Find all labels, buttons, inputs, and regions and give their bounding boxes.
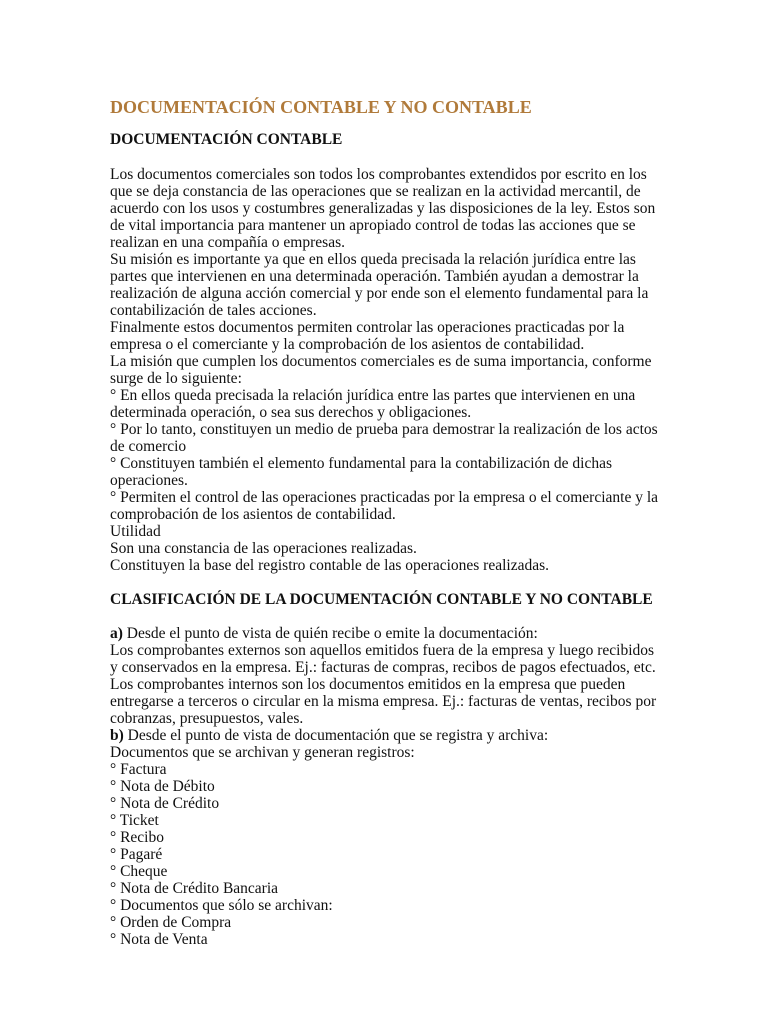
bullet-line: determinada operación, o sea sus derechos y obligaciones. xyxy=(110,404,472,421)
list-item: ° Ticket xyxy=(110,812,159,829)
list-item: ° Factura xyxy=(110,761,167,778)
list-item: ° Nota de Débito xyxy=(110,778,215,795)
list-item: ° Orden de Compra xyxy=(110,914,232,931)
paragraph-line: y conservados en la empresa. Ej.: facturas de compras, recibos de pagos efectuados, etc. xyxy=(110,659,656,676)
list-item: ° Cheque xyxy=(110,863,168,880)
paragraph-line: Finalmente estos documentos permiten controlar las operaciones practicadas por la xyxy=(110,319,625,336)
paragraph-line: empresa o el comerciante y la comprobación de los asientos de contabilidad. xyxy=(110,336,585,353)
paragraph-line: Utilidad xyxy=(110,523,161,540)
point-a-line xyxy=(110,625,688,642)
bullet-line: comprobación de los asientos de contabilidad. xyxy=(110,506,396,523)
section-subtitle: DOCUMENTACIÓN CONTABLE xyxy=(110,131,343,148)
paragraph-line: acuerdo con los usos y costumbres generalizadas y las disposiciones de la ley. Estos son xyxy=(110,200,656,217)
classification-heading: CLASIFICACIÓN DE LA DOCUMENTACIÓN CONTABLE Y NO CONTABLE xyxy=(110,591,653,608)
paragraph-line: entregarse a terceros o circular en la misma empresa. Ej.: facturas de ventas, recibos por xyxy=(110,693,657,710)
point-b-text: Desde el punto de vista de documentación que se registra y archiva: xyxy=(123,727,549,744)
paragraph-line: realización de alguna acción comercial y por ende son el elemento fundamental para la xyxy=(110,285,649,302)
bullet-line: operaciones. xyxy=(110,472,188,489)
paragraph-line: Constituyen la base del registro contable de las operaciones realizadas. xyxy=(110,557,550,574)
list-item: ° Nota de Crédito xyxy=(110,795,220,812)
section2-body xyxy=(110,625,688,948)
paragraph-line: contabilización de tales acciones. xyxy=(110,302,317,319)
list-item: ° Recibo xyxy=(110,829,164,846)
paragraph-line: Los documentos comerciales son todos los comprobantes extendidos por escrito en los xyxy=(110,166,647,183)
bullet-line: ° Constituyen también el elemento fundamental para la contabilización de dichas xyxy=(110,455,613,472)
paragraph-line: partes que intervienen en una determinada operación. También ayudan a demostrar la xyxy=(110,268,639,285)
bullet-line: de comercio xyxy=(110,438,187,455)
point-b-marker: b) xyxy=(110,727,124,744)
paragraph-line: que se deja constancia de las operaciones que se realizan en la actividad mercantil, de xyxy=(110,183,641,200)
paragraph-line: cobranzas, presupuestos, vales. xyxy=(110,710,304,727)
paragraph-line: Los comprobantes externos son aquellos emitidos fuera de la empresa y luego recibidos xyxy=(110,642,655,659)
list-item: ° Documentos que sólo se archivan: xyxy=(110,897,333,914)
list-item: ° Pagaré xyxy=(110,846,163,863)
paragraph-line: Los comprobantes internos son los documentos emitidos en la empresa que pueden xyxy=(110,676,626,693)
paragraph-line: de vital importancia para mantener un apropiado control de todas las acciones que se xyxy=(110,217,636,234)
list-item: ° Nota de Crédito Bancaria xyxy=(110,880,279,897)
paragraph-line: realizan en una compañía o empresas. xyxy=(110,234,345,251)
list-item: ° Nota de Venta xyxy=(110,931,208,948)
paragraph-line: surge de lo siguiente: xyxy=(110,370,242,387)
paragraph-line: La misión que cumplen los documentos comerciales es de suma importancia, conforme xyxy=(110,353,652,370)
paragraph-line: Son una constancia de las operaciones realizadas. xyxy=(110,540,417,557)
point-b-line xyxy=(110,727,688,744)
point-a-text: Desde el punto de vista de quién recibe o emite la documentación: xyxy=(122,625,538,642)
point-a-marker: a) xyxy=(110,625,123,642)
paragraph-line: Documentos que se archivan y generan registros: xyxy=(110,744,415,761)
bullet-line: ° Por lo tanto, constituyen un medio de prueba para demostrar la realización de los actos xyxy=(110,421,658,438)
bullet-line: ° En ellos queda precisada la relación jurídica entre las partes que intervienen en una xyxy=(110,387,636,404)
bullet-line: ° Permiten el control de las operaciones practicadas por la empresa o el comerciante y la xyxy=(110,489,659,506)
section1-body xyxy=(110,166,688,574)
paragraph-line: Su misión es importante ya que en ellos queda precisada la relación jurídica entre las xyxy=(110,251,636,268)
document-title: DOCUMENTACIÓN CONTABLE Y NO CONTABLE xyxy=(110,97,532,117)
